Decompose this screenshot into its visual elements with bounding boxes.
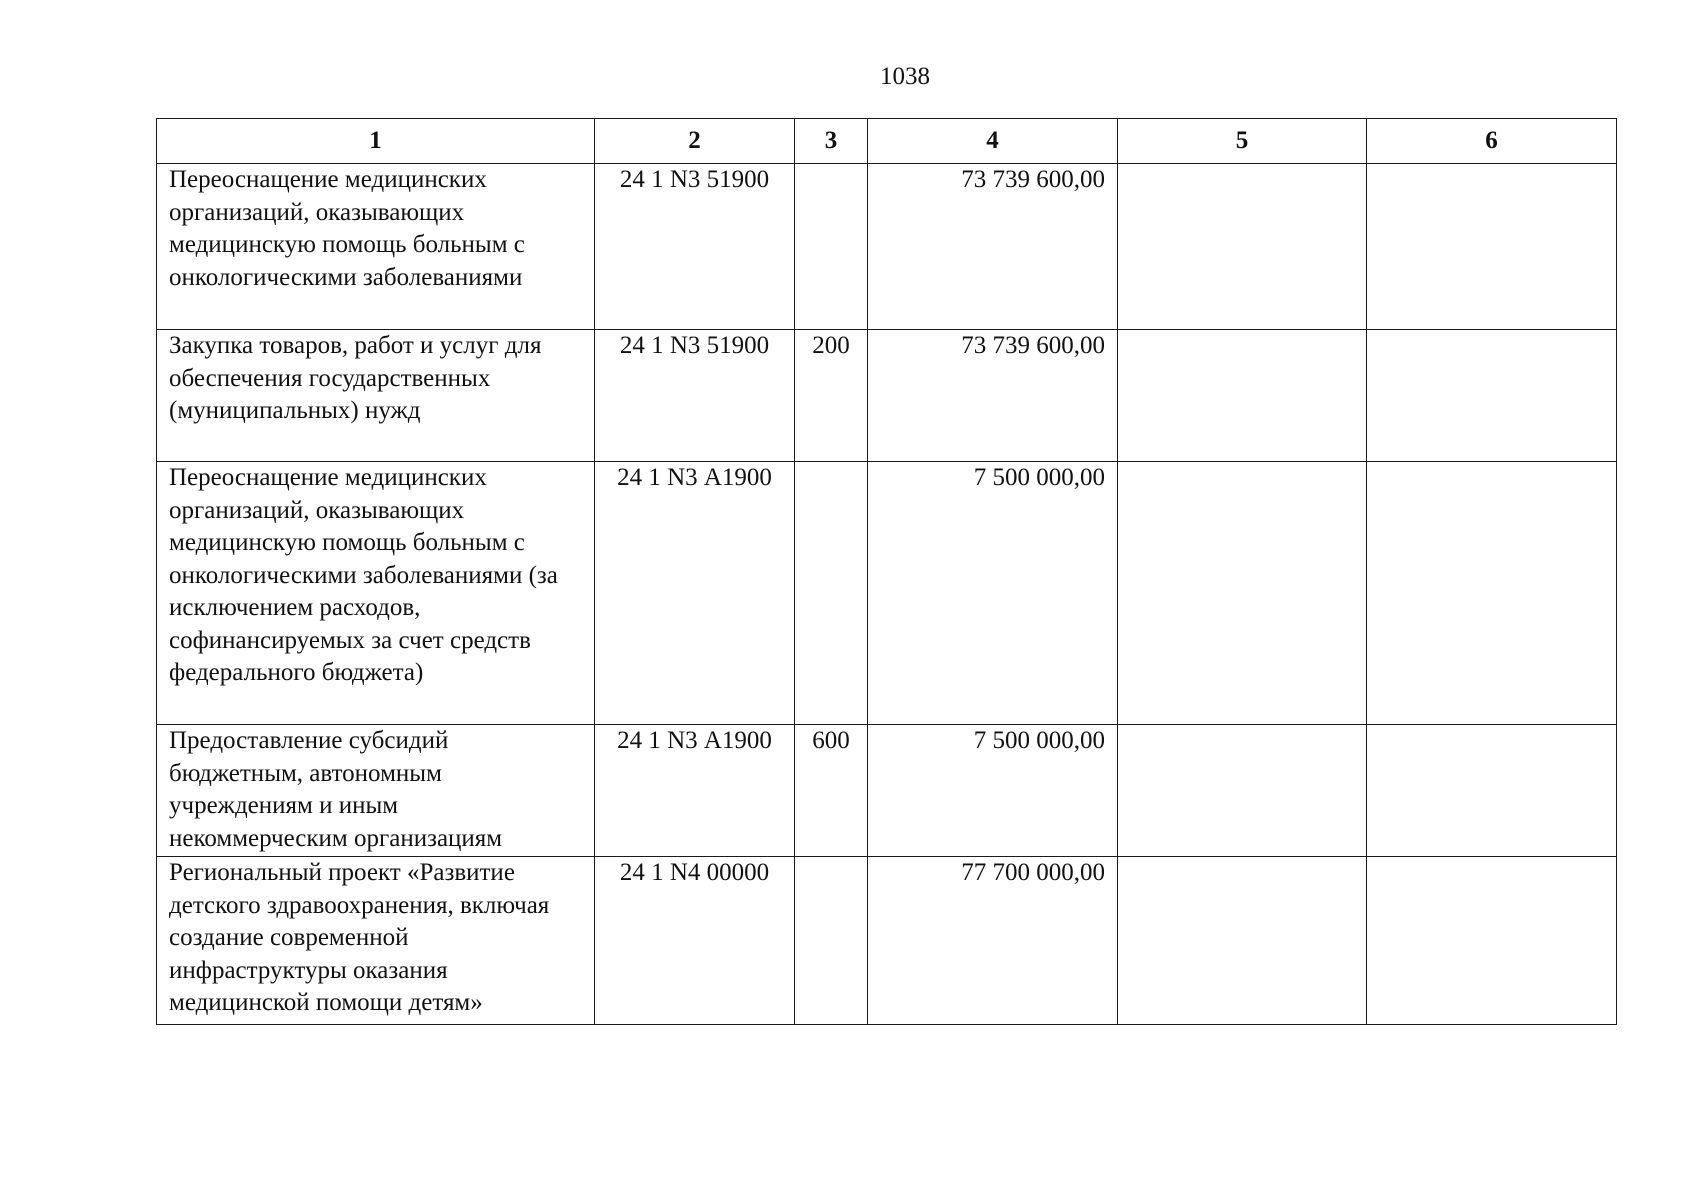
- row-col6: [1367, 164, 1617, 330]
- row-col5: [1118, 725, 1367, 857]
- column-header-2: 2: [595, 119, 795, 164]
- row-code: 24 1 N3 51900: [595, 330, 795, 462]
- row-expense-type: [795, 462, 868, 725]
- row-code: 24 1 N4 00000: [595, 857, 795, 1025]
- row-name: Переоснащение медицинских организаций, оказывающих медицинскую помощь больным с онкологическими заболеваниями: [157, 164, 595, 330]
- row-expense-type: [795, 857, 868, 1025]
- row-col6: [1367, 857, 1617, 1025]
- row-name: Закупка товаров, работ и услуг для обеспечения государственных (муниципальных) нужд: [157, 330, 595, 462]
- row-col6: [1367, 725, 1617, 857]
- column-header-5: 5: [1118, 119, 1367, 164]
- row-col5: [1118, 462, 1367, 725]
- row-name: Переоснащение медицинских организаций, оказывающих медицинскую помощь больным с онкологическими заболеваниями (за исключением расходов, софинансируемых за счет средств федерального бюджета): [157, 462, 595, 725]
- row-code: 24 1 N3 А1900: [595, 725, 795, 857]
- row-code: 24 1 N3 51900: [595, 164, 795, 330]
- row-expense-type: 200: [795, 330, 868, 462]
- row-col6: [1367, 330, 1617, 462]
- row-amount: 77 700 000,00: [868, 857, 1118, 1025]
- table-row: [157, 330, 1617, 462]
- row-code: 24 1 N3 А1900: [595, 462, 795, 725]
- row-col5: [1118, 330, 1367, 462]
- table-row: [157, 725, 1617, 857]
- row-expense-type: 600: [795, 725, 868, 857]
- row-col5: [1118, 857, 1367, 1025]
- row-amount: 73 739 600,00: [868, 330, 1118, 462]
- row-name: Региональный проект «Развитие детского здравоохранения, включая создание современной инфраструктуры оказания медицинской помощи детям»: [157, 857, 595, 1025]
- row-col6: [1367, 462, 1617, 725]
- column-header-1: 1: [157, 119, 595, 164]
- header-row: [157, 119, 1617, 164]
- table-row: [157, 857, 1617, 1025]
- row-expense-type: [795, 164, 868, 330]
- table-row: [157, 164, 1617, 330]
- column-header-4: 4: [868, 119, 1118, 164]
- row-amount: 73 739 600,00: [868, 164, 1118, 330]
- page-number: 1038: [880, 63, 930, 90]
- table-row: [157, 462, 1617, 725]
- budget-table: [156, 118, 1617, 1025]
- row-amount: 7 500 000,00: [868, 462, 1118, 725]
- column-header-6: 6: [1367, 119, 1617, 164]
- row-amount: 7 500 000,00: [868, 725, 1118, 857]
- row-col5: [1118, 164, 1367, 330]
- row-name: Предоставление субсидий бюджетным, автономным учреждениям и иным некоммерческим организациям: [157, 725, 595, 857]
- column-header-3: 3: [795, 119, 868, 164]
